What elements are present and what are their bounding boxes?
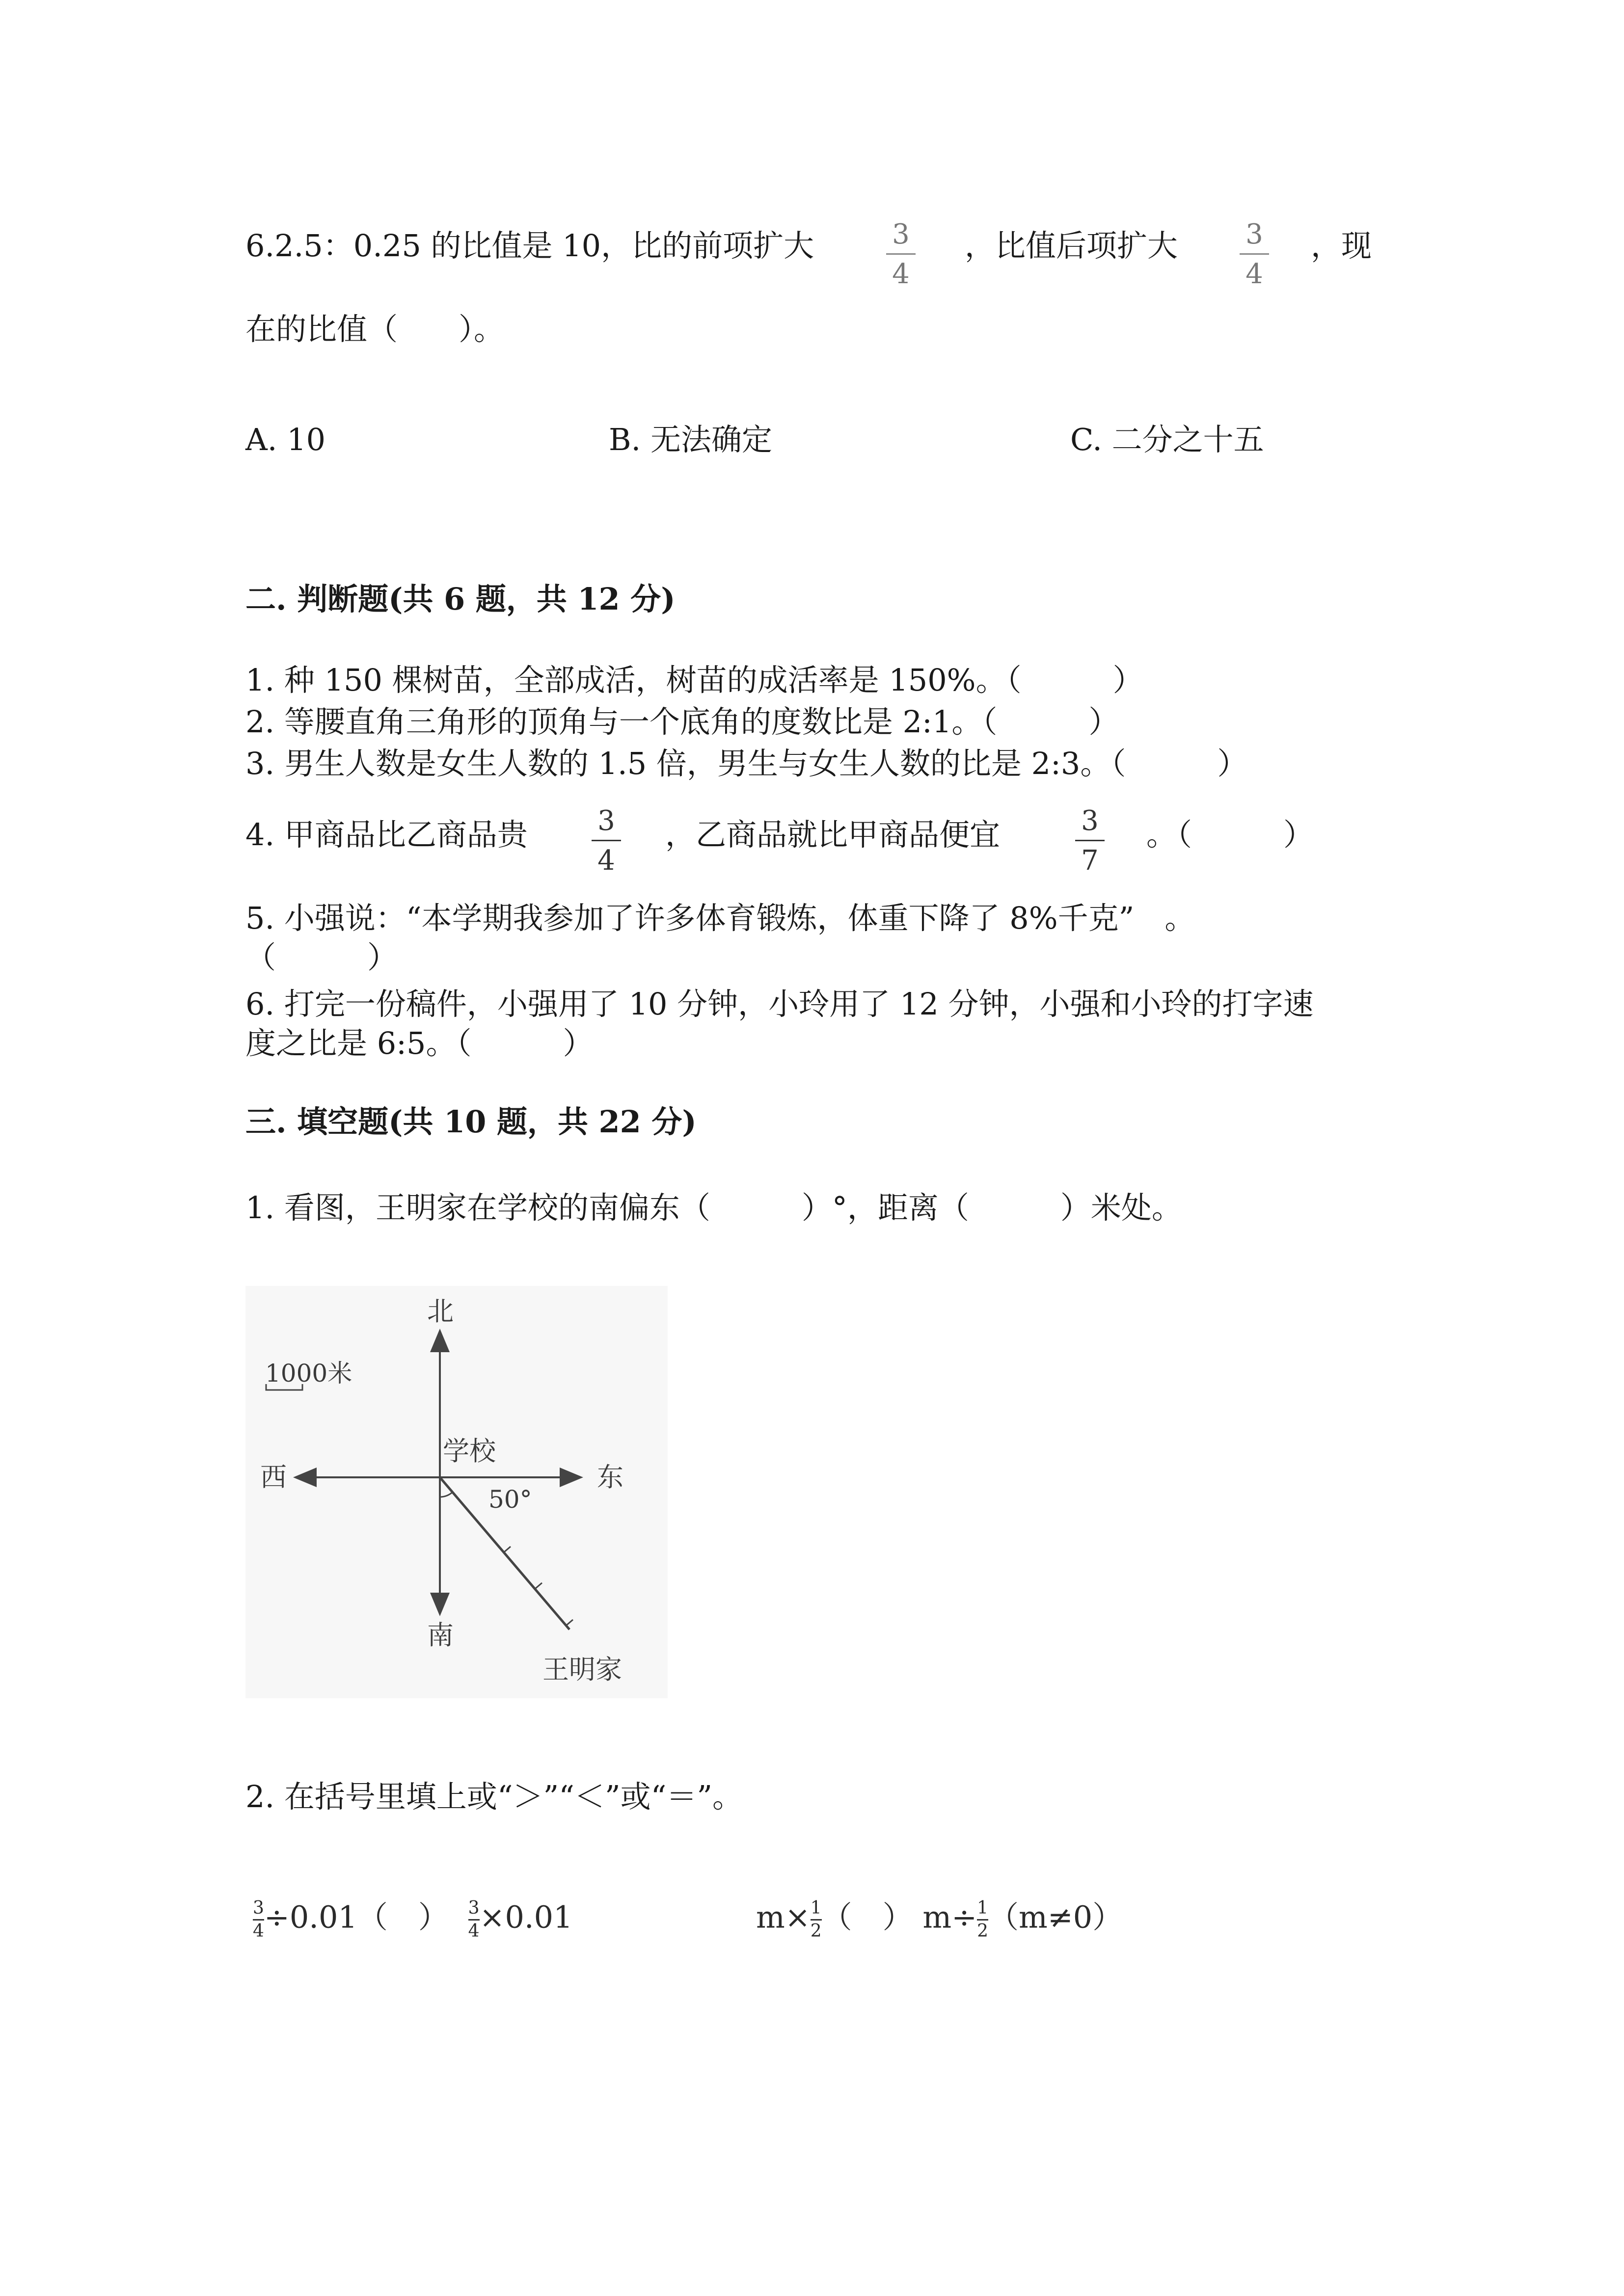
q6-fraction-2 — [1240, 218, 1269, 290]
judge-item-5-line1: 5. 小强说：“本学期我参加了许多体育锻炼，体重下降了 8%千克” 。 — [245, 900, 1195, 936]
expr3-lead: m× — [756, 1899, 811, 1935]
fraction-denominator: 2 — [977, 1921, 989, 1941]
q6-option-b[interactable]: B. 无法确定 — [609, 422, 772, 457]
direction-diagram-svg — [245, 1286, 668, 1698]
compare-row-1 — [253, 1899, 573, 1940]
fraction-denominator: 4 — [468, 1921, 480, 1941]
section3-heading: 三. 填空题(共 10 题，共 22 分) — [245, 1104, 697, 1140]
east-label: 东 — [597, 1462, 623, 1493]
q6-text-line2: 在的比值（ ）。 — [245, 311, 505, 347]
fraction-bar — [468, 1919, 480, 1921]
judge-item-3: 3. 男生人数是女生人数的 1.5 倍，男生与女生人数的比是 2:3。（ ） — [245, 746, 1248, 781]
judge-item-4-part3: 。（ ） — [1146, 817, 1314, 853]
south-label: 南 — [427, 1620, 454, 1651]
home-label: 王明家 — [542, 1654, 622, 1685]
q6-option-c[interactable]: C. 二分之十五 — [1070, 422, 1264, 457]
north-label: 北 — [427, 1296, 454, 1327]
ray-tick-2 — [535, 1583, 542, 1589]
fraction-numerator: 3 — [1245, 218, 1263, 250]
fraction-numerator: 1 — [810, 1898, 822, 1918]
fraction-numerator: 3 — [468, 1898, 480, 1918]
fraction-bar — [1075, 840, 1105, 841]
expr4-tail: （m≠0） — [988, 1899, 1123, 1935]
judge-item-4-part2: ，乙商品就比甲商品便宜 — [665, 817, 1001, 853]
ray-tick-1 — [504, 1547, 511, 1552]
judge-item-2: 2. 等腰直角三角形的顶角与一个底角的度数比是 2:1。（ ） — [245, 704, 1119, 740]
angle-arc — [440, 1492, 453, 1497]
q6-fraction-1 — [886, 218, 916, 290]
compare-row-2 — [756, 1899, 1123, 1940]
fraction-numerator: 3 — [597, 805, 615, 837]
q6-text-part2: ，比值后项扩大 — [965, 228, 1178, 264]
fill-q2: 2. 在括号里填上或“＞”“＜”或“＝”。 — [245, 1779, 743, 1815]
q6-text-part1: 6.2.5：0.25 的比值是 10，比的前项扩大 — [245, 228, 814, 264]
fraction-bar — [811, 1919, 822, 1921]
judge-item-4-fraction-2 — [1075, 807, 1105, 875]
scale-label: 1000米 — [265, 1359, 352, 1388]
judge-item-4-part1: 4. 甲商品比乙商品贵 — [245, 817, 528, 853]
fraction-denominator: 4 — [597, 845, 615, 877]
expr3-fraction — [811, 1899, 822, 1940]
ray-tick-3 — [566, 1620, 573, 1626]
q6-text-part3: ，现 — [1311, 228, 1372, 264]
fraction-denominator: 4 — [253, 1921, 264, 1941]
fraction-bar — [1240, 253, 1269, 255]
expr3-mid: （ ） — [821, 1899, 913, 1935]
fraction-bar — [592, 840, 621, 841]
judge-item-4-fraction-1 — [592, 807, 621, 875]
fraction-denominator: 7 — [1081, 845, 1099, 877]
expr1-rest: ÷0.01（ ） — [264, 1899, 449, 1935]
expr4-fraction — [977, 1899, 988, 1940]
fraction-bar — [886, 253, 916, 255]
section2-heading: 二. 判断题(共 6 题，共 12 分) — [245, 581, 676, 617]
fraction-numerator: 3 — [892, 218, 910, 250]
fraction-numerator: 3 — [1081, 805, 1099, 837]
expr4-lead: m÷ — [922, 1899, 977, 1935]
q6-option-a[interactable]: A. 10 — [245, 422, 326, 457]
judge-item-1: 1. 种 150 棵树苗，全部成活，树苗的成活率是 150%。（ ） — [245, 662, 1143, 698]
fill-q1: 1. 看图，王明家在学校的南偏东（ ）°，距离（ ）米处。 — [245, 1190, 1182, 1226]
fraction-denominator: 2 — [810, 1921, 822, 1941]
direction-diagram — [245, 1286, 668, 1698]
expr2-fraction — [468, 1899, 480, 1940]
fraction-numerator: 1 — [977, 1898, 989, 1918]
fraction-denominator: 4 — [892, 258, 910, 290]
judge-item-5-line2: （ ） — [245, 939, 398, 975]
fraction-bar — [253, 1919, 264, 1921]
school-label: 学校 — [443, 1436, 496, 1467]
fraction-numerator: 3 — [253, 1898, 264, 1918]
judge-item-6-line1: 6. 打完一份稿件，小强用了 10 分钟，小玲用了 12 分钟，小强和小玲的打字速 — [245, 986, 1314, 1022]
angle-label: 50° — [488, 1485, 532, 1514]
fraction-denominator: 4 — [1245, 258, 1263, 290]
expr1-fraction — [253, 1899, 264, 1940]
west-label: 西 — [260, 1462, 287, 1493]
judge-item-6-line2: 度之比是 6:5。（ ） — [245, 1025, 594, 1061]
fraction-bar — [977, 1919, 988, 1921]
expr2-rest: ×0.01 — [479, 1899, 573, 1935]
